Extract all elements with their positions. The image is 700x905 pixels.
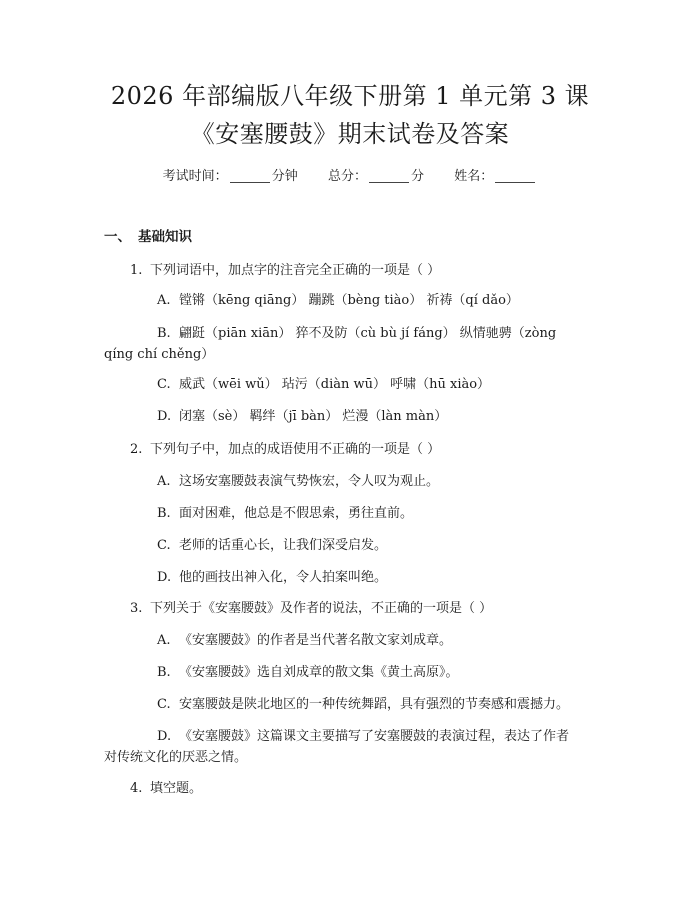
section-title: 基础知识 bbox=[138, 229, 192, 245]
q3-option-d bbox=[157, 730, 569, 743]
q3-option-d-continued: 对传统文化的厌恶之情。 bbox=[104, 750, 248, 765]
question-2-stem bbox=[130, 443, 440, 456]
option-text: 镗锵（kēng qiāng） 蹦跳（bèng tiào） 祈祷（qí dǎo） bbox=[179, 293, 519, 308]
option-letter: B. bbox=[157, 326, 171, 341]
q2-option-a bbox=[157, 475, 439, 488]
exam-meta bbox=[0, 170, 700, 183]
option-text: 他的画技出神入化，令人拍案叫绝。 bbox=[179, 570, 388, 585]
question-3-stem bbox=[130, 602, 492, 615]
option-letter: D. bbox=[157, 409, 172, 424]
option-letter: C. bbox=[157, 377, 171, 392]
option-text: 这场安塞腰鼓表演气势恢宏，令人叹为观止。 bbox=[179, 474, 440, 489]
time-unit: 分钟 bbox=[271, 169, 298, 184]
q2-option-c bbox=[157, 539, 387, 552]
question-1-stem bbox=[130, 264, 440, 277]
option-letter: A. bbox=[157, 633, 171, 648]
q1-option-d bbox=[157, 410, 447, 423]
q1-option-a bbox=[157, 294, 519, 307]
title-line-1: 2026 年部编版八年级下册第 1 单元第 3 课 bbox=[110, 82, 590, 110]
option-text: 面对困难，他总是不假思索，勇往直前。 bbox=[179, 506, 414, 521]
option-letter: B. bbox=[157, 665, 171, 680]
option-letter: B. bbox=[157, 506, 171, 521]
option-letter: A. bbox=[157, 293, 171, 308]
q1-option-c bbox=[157, 378, 490, 391]
option-text: 威武（wēi wǔ） 玷污（diàn wū） 呼啸（hū xiào） bbox=[179, 377, 491, 392]
score-blank bbox=[369, 170, 409, 183]
option-text: 《安塞腰鼓》选自刘成章的散文集《黄土高原》。 bbox=[179, 665, 459, 680]
option-letter: C. bbox=[157, 697, 171, 712]
q3-option-a bbox=[157, 634, 452, 647]
option-text: 闭塞（sè） 羁绊（jī bàn） 烂漫（làn màn） bbox=[179, 409, 448, 424]
time-blank bbox=[230, 170, 270, 183]
question-number: 2. bbox=[130, 442, 143, 457]
option-text: 老师的话重心长，让我们深受启发。 bbox=[179, 538, 388, 553]
question-text: 下列词语中，加点字的注音完全正确的一项是（ ） bbox=[150, 263, 441, 278]
q2-option-b bbox=[157, 507, 413, 520]
option-text: 翩跹（piān xiān） 猝不及防（cù bù jí fáng） 纵情驰骋（zòng bbox=[179, 326, 557, 341]
name-blank bbox=[495, 170, 535, 183]
question-number: 3. bbox=[130, 601, 143, 616]
question-text: 下列关于《安塞腰鼓》及作者的说法，不正确的一项是（ ） bbox=[150, 601, 493, 616]
score-unit: 分 bbox=[411, 169, 425, 184]
score-label: 总分： bbox=[327, 169, 367, 184]
q1-option-b-continued: qíng chí chěng） bbox=[104, 347, 215, 362]
option-text: 《安塞腰鼓》这篇课文主要描写了安塞腰鼓的表演过程，表达了作者 bbox=[179, 729, 570, 744]
name-label: 姓名： bbox=[454, 169, 494, 184]
question-number: 1. bbox=[130, 263, 143, 278]
q2-option-d bbox=[157, 571, 387, 584]
option-letter: A. bbox=[157, 474, 171, 489]
title-line-2: 《安塞腰鼓》期末试卷及答案 bbox=[190, 120, 510, 148]
option-text: 安塞腰鼓是陕北地区的一种传统舞蹈，具有强烈的节奏感和震撼力。 bbox=[179, 697, 570, 712]
question-4-stem bbox=[130, 782, 202, 795]
option-letter: C. bbox=[157, 538, 171, 553]
question-number: 4. bbox=[130, 781, 143, 796]
section-heading bbox=[104, 231, 192, 245]
q1-option-b bbox=[157, 327, 556, 340]
option-letter: D. bbox=[157, 729, 172, 744]
question-text: 填空题。 bbox=[150, 781, 203, 796]
time-label: 考试时间： bbox=[162, 169, 228, 184]
q3-option-b bbox=[157, 666, 459, 679]
option-letter: D. bbox=[157, 570, 172, 585]
option-text: 《安塞腰鼓》的作者是当代著名散文家刘成章。 bbox=[179, 633, 453, 648]
question-text: 下列句子中，加点的成语使用不正确的一项是（ ） bbox=[150, 442, 441, 457]
section-number: 一、 bbox=[104, 229, 131, 245]
q3-option-c bbox=[157, 698, 569, 711]
